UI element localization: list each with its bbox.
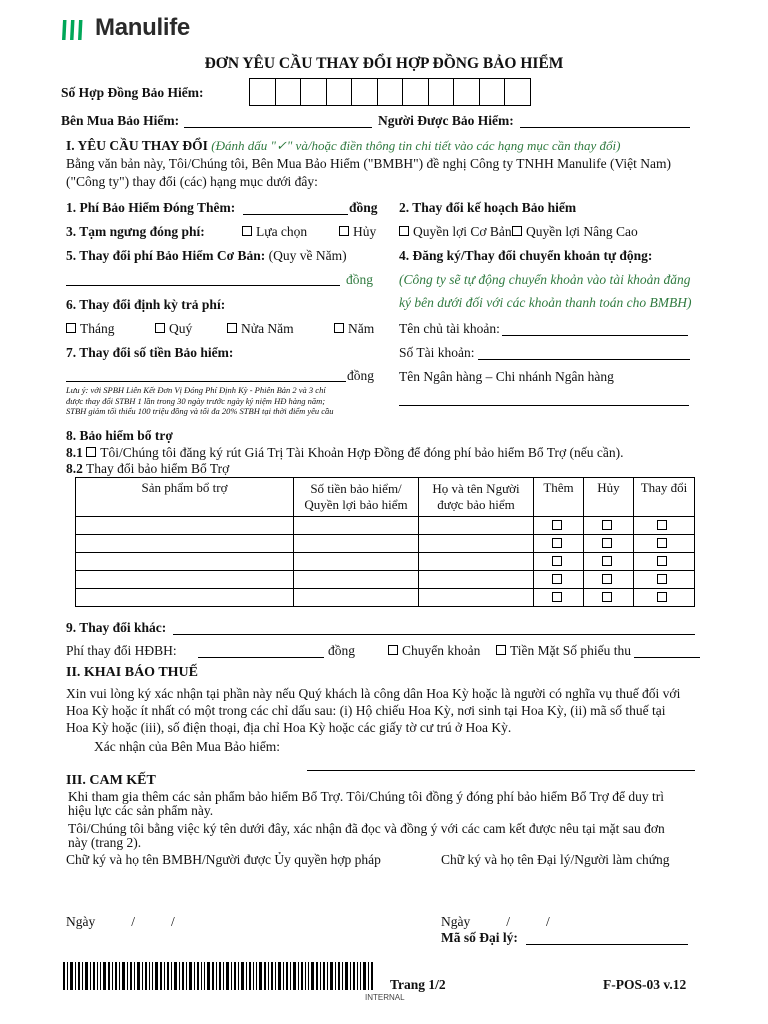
fee-label: Phí thay đổi HĐBH: bbox=[66, 643, 177, 658]
agent-date[interactable]: Ngày / / bbox=[441, 914, 550, 929]
add-cell bbox=[534, 517, 584, 535]
sum-cell[interactable] bbox=[294, 553, 419, 571]
checkbox[interactable] bbox=[155, 323, 165, 333]
tax-para-line1: Xin vui lòng ký xác nhận tại phần này nếu Quý khách là công dân Hoa Kỳ hoặc là người có nghĩa vụ thuế đối với bbox=[66, 686, 681, 701]
commit-para2: Tôi/Chúng tôi bằng việc ký tên dưới đây, xác nhận đã đọc và đồng ý với các cam kết được nêu tại mặt sau đơn này (trang 2). bbox=[68, 821, 665, 850]
currency-unit: đồng bbox=[347, 368, 374, 383]
add-cell bbox=[534, 553, 584, 571]
sum-cell[interactable] bbox=[294, 589, 419, 607]
col-header-insured: Họ và tên Người được bảo hiểm bbox=[419, 478, 534, 517]
digit-box[interactable] bbox=[429, 78, 455, 106]
digit-box[interactable] bbox=[378, 78, 404, 106]
freq-monthly-option[interactable]: Tháng bbox=[66, 321, 115, 337]
digit-box[interactable] bbox=[480, 78, 506, 106]
account-holder-label: Tên chủ tài khoản: bbox=[399, 321, 500, 336]
digit-box[interactable] bbox=[301, 78, 327, 106]
insured-cell[interactable] bbox=[419, 589, 534, 607]
bank-field[interactable] bbox=[399, 405, 689, 406]
owner-field[interactable] bbox=[184, 127, 372, 128]
add-cell bbox=[534, 535, 584, 553]
insured-cell[interactable] bbox=[419, 517, 534, 535]
item3-label: 3. Tạm ngưng đóng phí: bbox=[66, 224, 205, 239]
checkbox[interactable] bbox=[602, 520, 612, 530]
checkbox[interactable] bbox=[602, 574, 612, 584]
item8-label: 8. Bảo hiểm bổ trợ bbox=[66, 428, 173, 443]
col-header-sum: Số tiền bảo hiểm/ Quyền lợi bảo hiểm bbox=[294, 478, 419, 517]
currency-unit: đồng bbox=[328, 643, 355, 658]
insured-label: Người Được Bảo Hiểm: bbox=[378, 113, 514, 128]
checkbox[interactable] bbox=[496, 645, 506, 655]
item2-label: 2. Thay đổi kế hoạch Bảo hiểm bbox=[399, 200, 577, 215]
sum-cell[interactable] bbox=[294, 535, 419, 553]
bank-label: Tên Ngân hàng – Chi nhánh Ngân hàng bbox=[399, 369, 614, 384]
classification-label: INTERNAL bbox=[365, 993, 405, 1002]
digit-box[interactable] bbox=[454, 78, 480, 106]
form-title: ĐƠN YÊU CẦU THAY ĐỔI HỢP ĐỒNG BẢO HIỂM bbox=[204, 55, 564, 72]
commit-para1: Khi tham gia thêm các sản phẩm bảo hiểm Bổ Trợ. Tôi/Chúng tôi đồng ý đóng phí bảo hiểm Bổ Trợ để duy trì hiệu lực các sản phẩm này. bbox=[68, 789, 664, 818]
pay-cash-option[interactable]: Tiền Mặt Số phiếu thu bbox=[496, 643, 631, 659]
item81-row: 8.1 Tôi/Chúng tôi đăng ký rút Giá Trị Tài Khoản Hợp Đồng để đóng phí bảo hiểm Bổ Trợ (nếu cần). bbox=[66, 445, 624, 460]
owner-date[interactable]: Ngày / / bbox=[66, 914, 175, 929]
agent-signature-label: Chữ ký và họ tên Đại lý/Người làm chứng bbox=[441, 852, 670, 867]
sum-cell[interactable] bbox=[294, 517, 419, 535]
checkbox[interactable] bbox=[657, 556, 667, 566]
digit-box[interactable] bbox=[276, 78, 302, 106]
checkbox[interactable] bbox=[512, 226, 522, 236]
rider-cell[interactable] bbox=[76, 517, 294, 535]
item4-note2: ký bên dưới đối với các khoản thanh toán cho BMBH) bbox=[399, 295, 692, 310]
insured-cell[interactable] bbox=[419, 553, 534, 571]
insured-cell[interactable] bbox=[419, 571, 534, 589]
col-header-change: Thay đổi bbox=[634, 478, 695, 517]
barcode-icon bbox=[63, 962, 373, 990]
checkbox[interactable] bbox=[242, 226, 252, 236]
checkbox[interactable] bbox=[602, 556, 612, 566]
item5-label: 5. Thay đổi phí Bảo Hiểm Cơ Bản: (Quy về Năm) bbox=[66, 248, 347, 263]
rider-cell[interactable] bbox=[76, 571, 294, 589]
intro-line1: Bằng văn bản này, Tôi/Chúng tôi, Bên Mua Bảo Hiểm ("BMBH") đề nghị Công ty TNHH Manulife (Việt Nam) bbox=[66, 156, 672, 171]
table-header-row bbox=[76, 478, 695, 517]
brand-name: Manulife bbox=[95, 14, 190, 41]
checkbox[interactable] bbox=[602, 538, 612, 548]
tax-para-line2: Hoa Kỳ hoặc ít nhất có một trong các chỉ dấu sau: (i) Hộ chiếu Hoa Kỳ, nơi sinh tại Hoa Kỳ, (ii) mã số thuế tại bbox=[66, 703, 666, 718]
account-number-field[interactable] bbox=[478, 359, 690, 360]
checkbox[interactable] bbox=[339, 226, 349, 236]
agent-code-field[interactable] bbox=[526, 944, 688, 945]
sum-cell[interactable] bbox=[294, 571, 419, 589]
item4-label: 4. Đăng ký/Thay đổi chuyển khoản tự động: bbox=[399, 248, 653, 263]
pause-choose-option[interactable]: Lựa chọn bbox=[242, 224, 307, 240]
account-number-label: Số Tài khoản: bbox=[399, 345, 475, 360]
add-cell bbox=[534, 571, 584, 589]
extra-premium-field[interactable] bbox=[243, 214, 348, 215]
insured-field[interactable] bbox=[520, 127, 690, 128]
item6-label: 6. Thay đổi định kỳ trả phí: bbox=[66, 297, 226, 312]
change-cell bbox=[634, 517, 695, 535]
currency-unit: đồng bbox=[346, 272, 373, 287]
checkbox[interactable] bbox=[66, 323, 76, 333]
col-header-add: Thêm bbox=[534, 478, 584, 517]
policy-number-label: Số Hợp Đồng Bảo Hiểm: bbox=[61, 85, 204, 100]
form-code: F-POS-03 v.12 bbox=[603, 977, 687, 992]
section3-heading: III. CAM KẾT bbox=[66, 773, 156, 788]
checkbox[interactable] bbox=[334, 323, 344, 333]
freq-annual-option[interactable]: Năm bbox=[334, 321, 374, 337]
item7-label: 7. Thay đổi số tiền Bảo hiểm: bbox=[66, 345, 234, 360]
tax-para-line3: Hoa Kỳ hoặc (iii), số điện thoại, địa chỉ Hoa Kỳ hoặc các giấy tờ cư trú ở Hoa Kỳ. bbox=[66, 720, 512, 735]
change-cell bbox=[634, 535, 695, 553]
sum-assured-field[interactable] bbox=[66, 381, 346, 382]
rider-cell[interactable] bbox=[76, 535, 294, 553]
checkbox[interactable] bbox=[657, 520, 667, 530]
plan-advanced-option[interactable]: Quyền lợi Nâng Cao bbox=[512, 224, 638, 240]
owner-confirm-field[interactable] bbox=[307, 770, 695, 771]
col-header-rider: Sản phẩm bổ trợ bbox=[76, 478, 294, 517]
cancel-cell bbox=[584, 553, 634, 571]
owner-confirm-label: Xác nhận của Bên Mua Bảo hiểm: bbox=[94, 739, 280, 754]
cancel-cell bbox=[584, 535, 634, 553]
item82-row: 8.2 Thay đổi bảo hiểm Bổ Trợ bbox=[66, 461, 230, 476]
checkbox[interactable] bbox=[657, 574, 667, 584]
rider-cell[interactable] bbox=[76, 553, 294, 571]
table-row bbox=[76, 589, 695, 607]
checkbox[interactable] bbox=[657, 538, 667, 548]
rider-table bbox=[75, 477, 695, 607]
digit-box[interactable] bbox=[403, 78, 429, 106]
checkbox[interactable] bbox=[86, 447, 96, 457]
checkbox[interactable] bbox=[552, 538, 562, 548]
freq-quarterly-option[interactable]: Quý bbox=[155, 321, 192, 337]
page-number: Trang 1/2 bbox=[390, 977, 446, 992]
col-header-cancel: Hủy bbox=[584, 478, 634, 517]
checkbox[interactable] bbox=[552, 592, 562, 602]
section1-heading: I. YÊU CẦU THAY ĐỔI (Đánh dấu "✓" và/hoặc điền thông tin chi tiết vào các hạng mục cần thay đổi) bbox=[66, 138, 621, 153]
table-row bbox=[76, 553, 695, 571]
pause-cancel-option[interactable]: Hủy bbox=[339, 224, 376, 240]
pay-transfer-option[interactable]: Chuyển khoản bbox=[388, 643, 480, 659]
other-change-field[interactable] bbox=[173, 634, 695, 635]
digit-box[interactable] bbox=[505, 78, 531, 106]
currency-unit: đồng bbox=[349, 200, 378, 215]
base-premium-field[interactable] bbox=[66, 285, 340, 286]
checkbox[interactable] bbox=[657, 592, 667, 602]
section2-heading: II. KHAI BÁO THUẾ bbox=[66, 665, 198, 680]
receipt-number-field[interactable] bbox=[634, 657, 700, 658]
fee-field[interactable] bbox=[198, 657, 324, 658]
item9-label: 9. Thay đổi khác: bbox=[66, 620, 167, 635]
checkbox[interactable] bbox=[602, 592, 612, 602]
account-holder-field[interactable] bbox=[502, 335, 688, 336]
digit-box[interactable] bbox=[327, 78, 353, 106]
checkbox[interactable] bbox=[552, 556, 562, 566]
owner-signature-label: Chữ ký và họ tên BMBH/Người được Ủy quyền hợp pháp bbox=[66, 852, 381, 867]
insured-cell[interactable] bbox=[419, 535, 534, 553]
agent-code-label: Mã số Đại lý: bbox=[441, 930, 518, 945]
change-cell bbox=[634, 589, 695, 607]
freq-semiannual-option[interactable]: Nửa Năm bbox=[227, 321, 294, 337]
digit-box[interactable] bbox=[352, 78, 378, 106]
sum-assured-note: Lưu ý: với SPBH Liên Kết Đơn Vị Đóng Phí Định Kỳ - Phiên Bản 2 và 3 chỉ được thay đổi STBH 1 lần trong 30 ngày trước ngày kỷ niệm HĐ hàng năm; STBH giảm tối thiểu 100 triệu đồng và tối đa 20% STBH tại thời điểm yêu cầu bbox=[66, 385, 334, 416]
checkbox[interactable] bbox=[552, 520, 562, 530]
table-row bbox=[76, 571, 695, 589]
add-cell bbox=[534, 589, 584, 607]
checkbox[interactable] bbox=[227, 323, 237, 333]
owner-label: Bên Mua Bảo Hiểm: bbox=[61, 113, 180, 128]
cancel-cell bbox=[584, 589, 634, 607]
intro-line2: ("Công ty") thay đổi (các) hạng mục dưới đây: bbox=[66, 174, 318, 189]
item4-note1: (Công ty sẽ tự động chuyển khoản vào tài khoản đăng bbox=[399, 272, 691, 287]
checkbox[interactable] bbox=[552, 574, 562, 584]
cancel-cell bbox=[584, 571, 634, 589]
cancel-cell bbox=[584, 517, 634, 535]
change-cell bbox=[634, 553, 695, 571]
plan-basic-option[interactable]: Quyền lợi Cơ Bản bbox=[399, 224, 512, 240]
policy-number-boxes[interactable] bbox=[249, 78, 531, 106]
item1-label: 1. Phí Bảo Hiểm Đóng Thêm: bbox=[66, 200, 236, 215]
change-cell bbox=[634, 571, 695, 589]
digit-box[interactable] bbox=[249, 78, 276, 106]
table-row bbox=[76, 517, 695, 535]
checkbox[interactable] bbox=[399, 226, 409, 236]
table-row bbox=[76, 535, 695, 553]
checkbox[interactable] bbox=[388, 645, 398, 655]
rider-cell[interactable] bbox=[76, 589, 294, 607]
manulife-logo-icon bbox=[62, 20, 84, 40]
